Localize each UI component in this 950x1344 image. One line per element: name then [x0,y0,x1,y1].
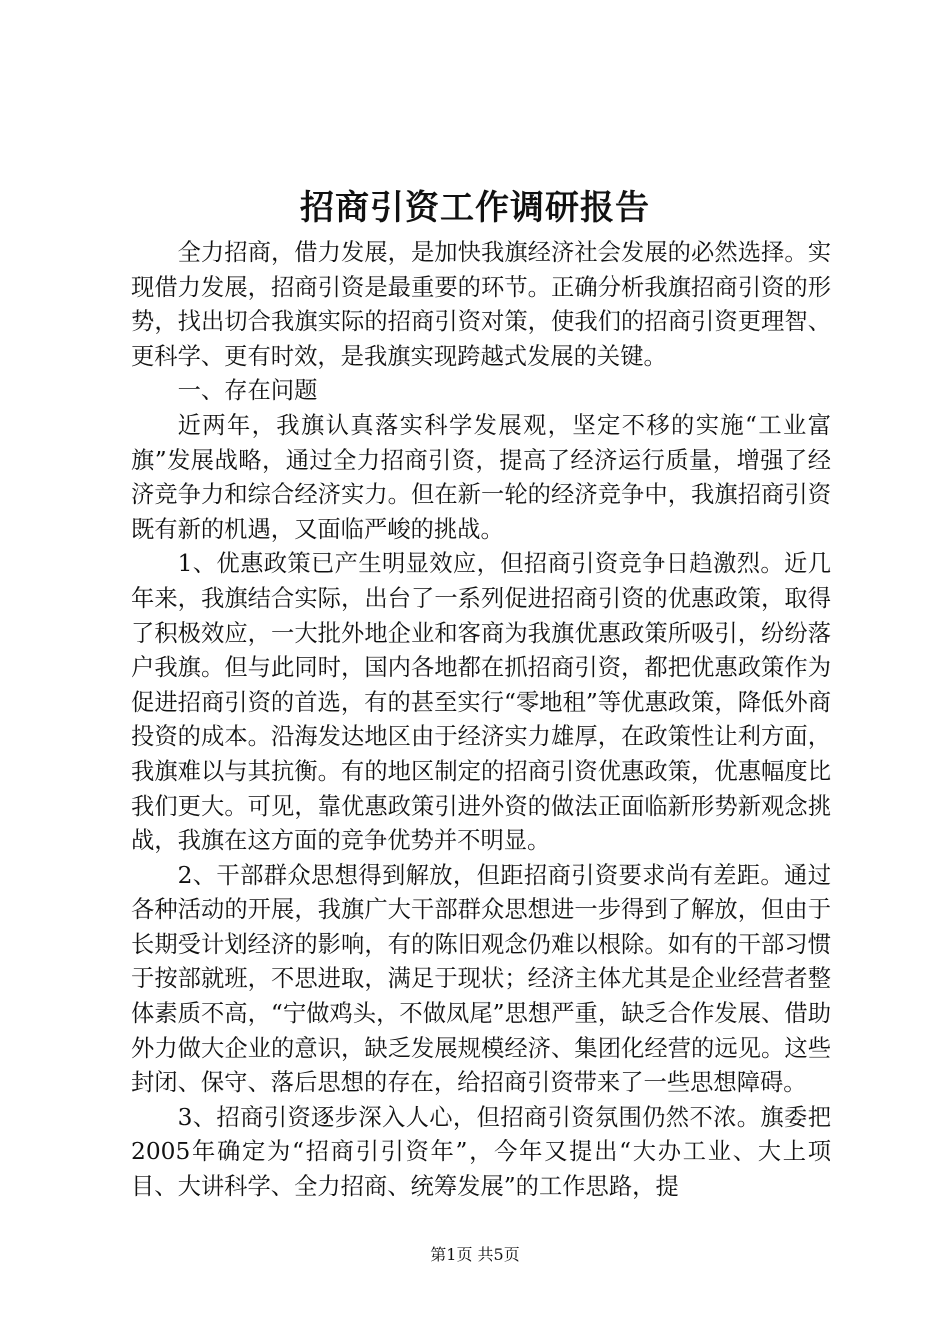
section-heading-problems: 一、存在问题 [177,377,318,405]
document-body [131,236,831,1205]
paragraph-point-2: 2、干部群众思想得到解放，但距招商引资要求尚有差距。通过各种活动的开展，我旗广大干部群众思想进一步得到了解放，但由于长期受计划经济的影响，有的陈旧观念仍难以根除。如有的干部习惯于按部就班，不思进取，满足于现状；经济主体尤其是企业经营者整体素质不高，“宁做鸡头，不做凤尾”思想严重，缺乏合作发展、借助外力做大企业的意识，缺乏发展规模经济、集团化经营的远见。这些封闭、保守、落后思想的存在，给招商引资带来了一些思想障碍。 [131,861,831,1097]
document-title: 招商引资工作调研报告 [300,188,650,228]
page-footer: 第1页 共5页 [430,1245,520,1264]
paragraph-overview: 近两年，我旗认真落实科学发展观，坚定不移的实施“工业富旗”发展战略，通过全力招商引资，提高了经济运行质量，增强了经济竞争力和综合经济实力。但在新一轮的经济竞争中，我旗招商引资既有新的机遇，又面临严峻的挑战。 [131,411,831,543]
paragraph-point-1: 1、优惠政策已产生明显效应，但招商引资竞争日趋激烈。近几年来，我旗结合实际，出台了一系列促进招商引资的优惠政策，取得了积极效应，一大批外地企业和客商为我旗优惠政策所吸引，纷纷落户我旗。但与此同时，国内各地都在抓招商引资，都把优惠政策作为促进招商引资的首选，有的甚至实行“零地租”等优惠政策，降低外商投资的成本。沿海发达地区由于经济实力雄厚，在政策性让利方面，我旗难以与其抗衡。有的地区制定的招商引资优惠政策，优惠幅度比我们更大。可见，靠优惠政策引进外资的做法正面临新形势新观念挑战，我旗在这方面的竞争优势并不明显。 [131,550,831,855]
paragraph-intro: 全力招商，借力发展，是加快我旗经济社会发展的必然选择。实现借力发展，招商引资是最重要的环节。正确分析我旗招商引资的形势，找出切合我旗实际的招商引资对策，使我们的招商引资更理智、更科学、更有时效，是我旗实现跨越式发展的关键。 [131,239,831,370]
paragraph-point-3: 3、招商引资逐步深入人心，但招商引资氛围仍然不浓。旗委把2005年确定为“招商引引资年”，今年又提出“大办工业、大上项目、大讲科学、全力招商、统筹发展”的工作思路，提 [131,1103,831,1201]
